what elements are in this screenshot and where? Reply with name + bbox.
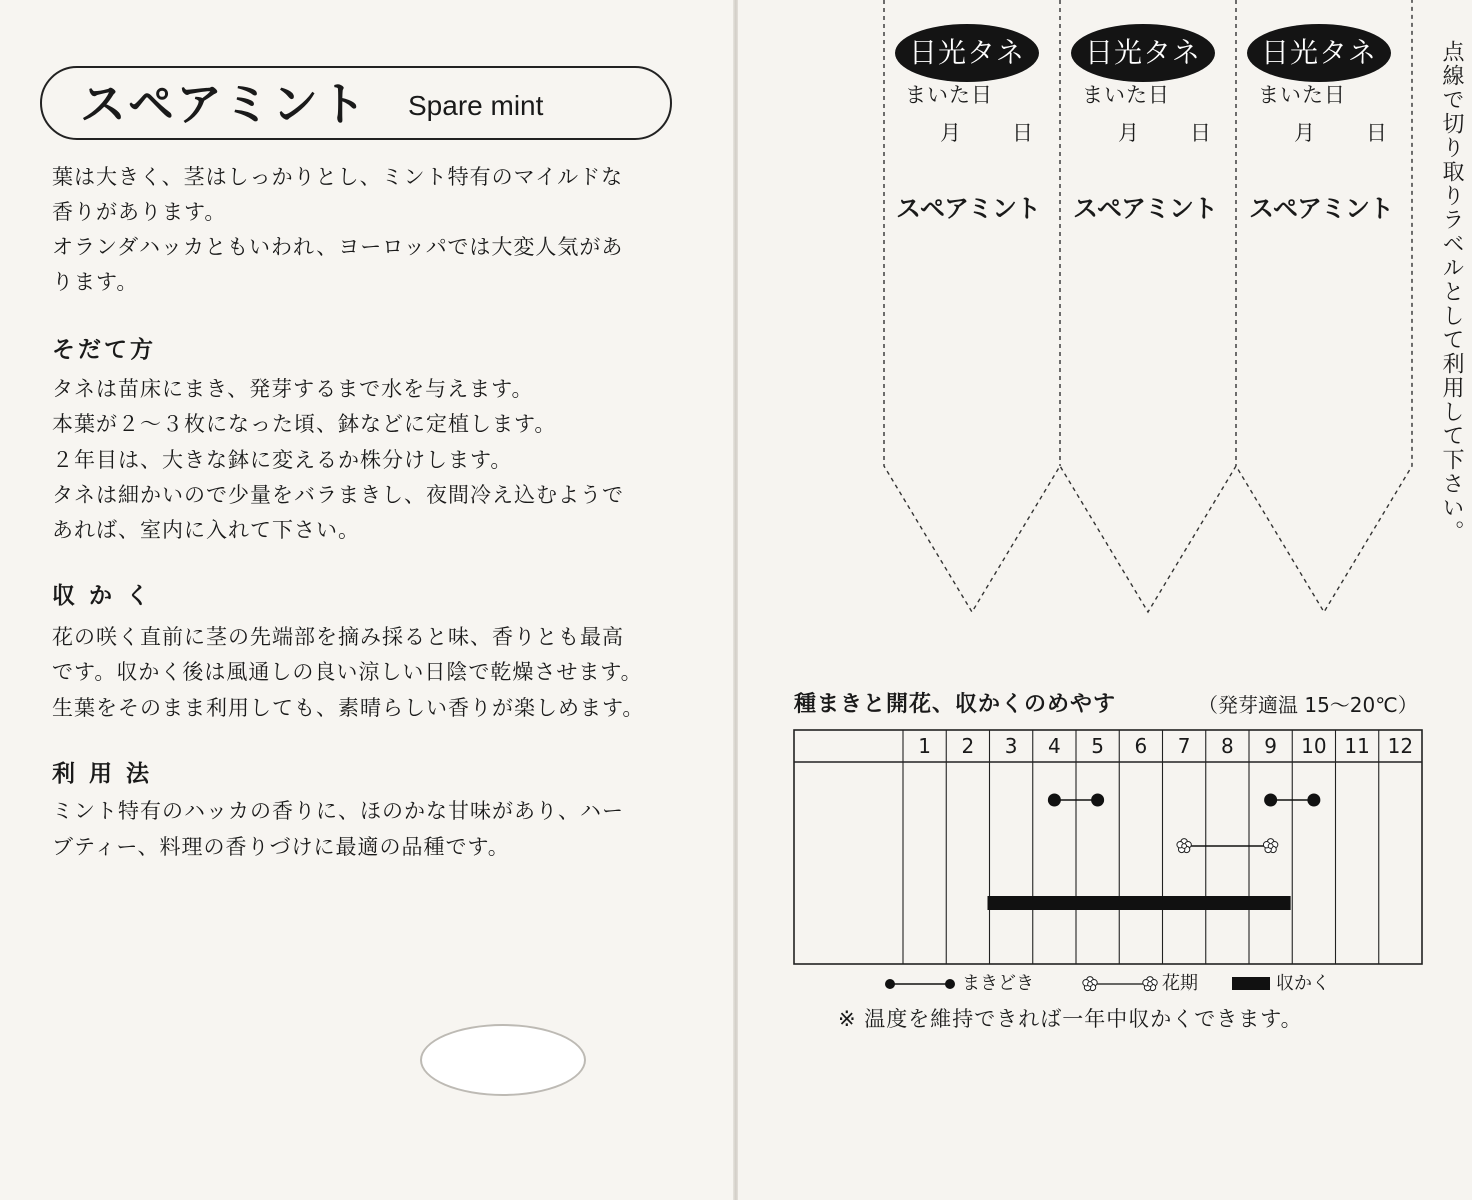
section-line: あれば、室内に入れて下さい。 bbox=[52, 518, 360, 542]
sowing-end-dot bbox=[1307, 794, 1320, 807]
section-line: 花の咲く直前に茎の先端部を摘み採ると味、香りとも最高 bbox=[52, 625, 624, 649]
month-tick-label: 2 bbox=[961, 734, 975, 758]
legend-flowering-mark bbox=[1083, 977, 1097, 991]
month-tick-label: 7 bbox=[1177, 734, 1191, 758]
section-heading-growing: そだて方 bbox=[52, 337, 156, 363]
product-name-en: Spare mint bbox=[408, 90, 544, 121]
brand-badge: 日光タネ bbox=[895, 24, 1039, 82]
section-line: タネは苗床にまき、発芽するまで水を与えます。 bbox=[52, 377, 534, 401]
legend-sowing-dot bbox=[945, 979, 955, 989]
day-label: 日 bbox=[1012, 121, 1033, 145]
section-line: ブティー、料理の香りづけに最適の品種です。 bbox=[52, 835, 510, 859]
sow-date-label: まいた日 bbox=[1258, 83, 1346, 107]
month-tick-label: 3 bbox=[1004, 734, 1018, 758]
product-name-jp: スペアミント bbox=[80, 77, 368, 131]
month-tick-label: 1 bbox=[918, 734, 931, 758]
section-heading-harvest: 収 か く bbox=[52, 583, 153, 609]
month-tick-label: 9 bbox=[1264, 734, 1277, 758]
section-line: ２年目は、大きな鉢に変えるか株分けします。 bbox=[52, 448, 513, 472]
month-label: 月 bbox=[1118, 121, 1139, 145]
section-line: 本葉が２～３枚になった頃、鉢などに定植します。 bbox=[52, 412, 557, 436]
legend-label-harvest: 収かく bbox=[1276, 973, 1330, 994]
sowing-start-dot bbox=[1264, 794, 1277, 807]
harvest-range-bar bbox=[988, 896, 1291, 910]
label-plant-name: スペアミント bbox=[896, 194, 1041, 223]
month-tick-label: 8 bbox=[1221, 734, 1234, 758]
label-plant-name: スペアミント bbox=[1073, 194, 1218, 223]
month-tick-label: 5 bbox=[1091, 734, 1104, 758]
legend-flowering-mark bbox=[1143, 977, 1157, 991]
section-line: ミント特有のハッカの香りに、ほのかな甘味があり、ハー bbox=[52, 799, 624, 823]
sow-date-label: まいた日 bbox=[905, 83, 993, 107]
section-line: タネは細かいので少量をバラまきし、夜間冷え込むようで bbox=[52, 483, 624, 507]
intro-line: 香りがあります。 bbox=[52, 200, 227, 224]
legend-harvest-bar bbox=[1232, 977, 1270, 990]
sowing-end-dot bbox=[1091, 794, 1104, 807]
month-tick-label: 10 bbox=[1301, 734, 1327, 758]
legend-label-flowering: 花期 bbox=[1162, 973, 1198, 994]
section-heading-usage: 利 用 法 bbox=[52, 761, 153, 787]
section-line: です。収かく後は風通しの良い涼しい日陰で乾燥させます。 bbox=[52, 660, 643, 684]
flowering-end-mark bbox=[1263, 839, 1277, 853]
day-label: 日 bbox=[1366, 121, 1387, 145]
chart-frame bbox=[794, 730, 1422, 964]
brand-badge: 日光タネ bbox=[1247, 24, 1391, 82]
sow-date-label: まいた日 bbox=[1082, 83, 1170, 107]
cut-instruction-note: 点線で切り取りラベルとして利用して下さい。 bbox=[1439, 40, 1464, 544]
month-tick-label: 4 bbox=[1048, 734, 1061, 758]
chart-title: 種まきと開花、収かくのめやす bbox=[794, 692, 1117, 717]
sowing-start-dot bbox=[1048, 794, 1061, 807]
intro-line: オランダハッカともいわれ、ヨーロッパでは大変人気があ bbox=[52, 235, 624, 259]
chart-temperature-note: （発芽適温 15～20℃） bbox=[1198, 693, 1418, 717]
month-label: 月 bbox=[1294, 121, 1315, 145]
brand-badge: 日光タネ bbox=[1071, 24, 1215, 82]
month-label: 月 bbox=[940, 121, 961, 145]
label-plant-name: スペアミント bbox=[1249, 194, 1394, 223]
flowering-start-mark bbox=[1177, 839, 1191, 853]
legend-label-sowing: まきどき bbox=[962, 973, 1034, 994]
intro-line: 葉は大きく、茎はしっかりとし、ミント特有のマイルドな bbox=[52, 165, 624, 189]
footnote: ※ 温度を維持できれば一年中収かくできます。 bbox=[838, 1007, 1303, 1031]
intro-line: ります。 bbox=[52, 270, 139, 294]
day-label: 日 bbox=[1190, 121, 1211, 145]
legend-sowing-dot bbox=[885, 979, 895, 989]
month-tick-label: 11 bbox=[1344, 734, 1370, 758]
section-line: 生葉をそのまま利用しても、素晴らしい香りが楽しめます。 bbox=[52, 696, 645, 720]
month-tick-label: 12 bbox=[1387, 734, 1414, 758]
month-tick-label: 6 bbox=[1134, 734, 1148, 758]
